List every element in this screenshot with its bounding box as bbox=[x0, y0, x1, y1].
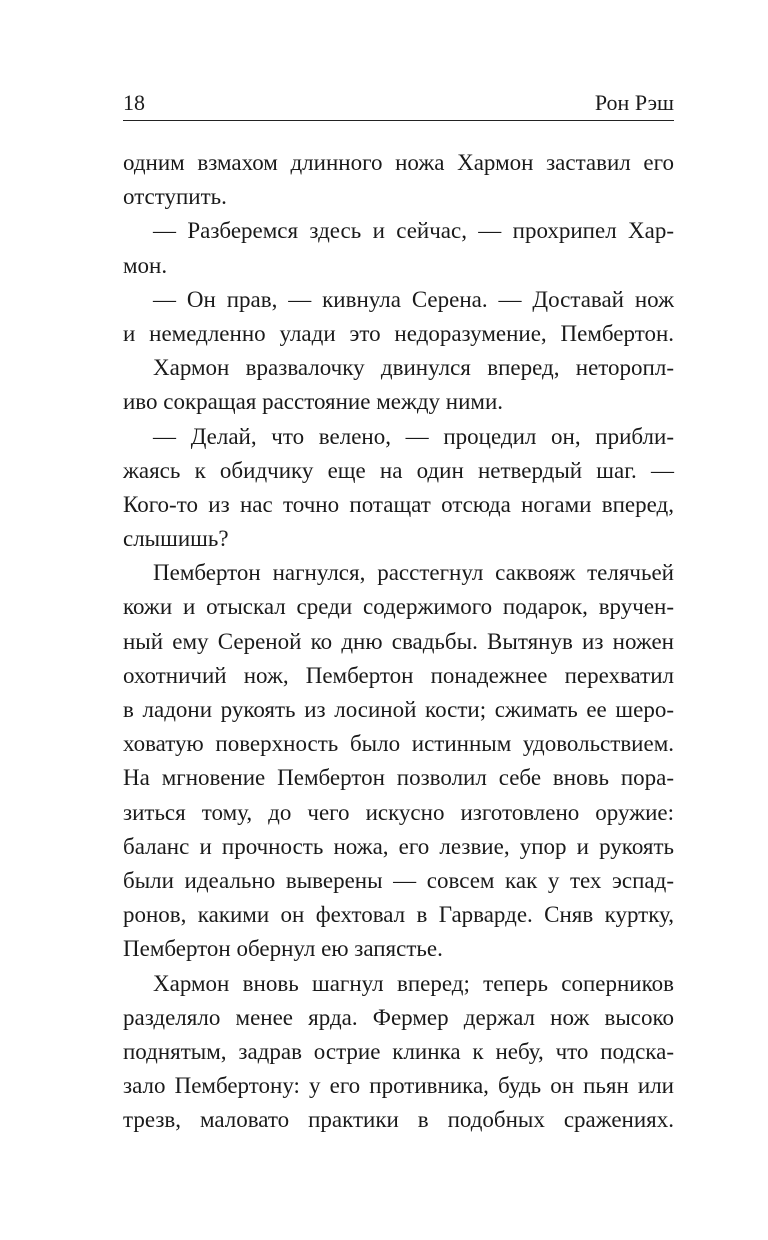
text-line: мон. bbox=[123, 252, 168, 278]
text-line: ный ему Сереной ко дню свадьбы. Вытянув из ножен bbox=[123, 628, 674, 654]
running-head-author: Рон Рэш bbox=[594, 90, 674, 115]
text-line: ховатую поверхность было истинным удовольствием. bbox=[123, 731, 674, 757]
text-line: — Разберемся здесь и сейчас, — прохрипел Хар- bbox=[153, 218, 674, 244]
text-line: — Делай, что велено, — процедил он, прибли- bbox=[153, 423, 674, 449]
text-line: Пембертон нагнулся, расстегнул саквояж телячьей bbox=[153, 560, 674, 586]
text-line: Хармон вновь шагнул вперед; теперь соперников bbox=[153, 970, 674, 996]
text-line: трезв, маловато практики в подобных сражениях. bbox=[123, 1107, 674, 1133]
text-line: ронов, какими он фехтовал в Гарварде. Сняв куртку, bbox=[123, 902, 674, 928]
text-line: слышишь? bbox=[123, 526, 229, 552]
text-line: были идеально выверены — совсем как у тех эспад- bbox=[123, 867, 674, 893]
text-line: поднятым, задрав острие клинка к небу, что подска- bbox=[123, 1038, 674, 1064]
text-line: жаясь к обидчику еще на один нетвердый шаг. — bbox=[123, 457, 674, 483]
text-line: кожи и отыскал среди содержимого подарок, вручен- bbox=[123, 594, 674, 620]
body-text bbox=[123, 146, 674, 1137]
text-line: зало Пембертону: у его противника, будь он пьян или bbox=[123, 1073, 674, 1099]
page-number: 18 bbox=[123, 90, 145, 115]
text-line: и немедленно улади это недоразумение, Пембертон. bbox=[123, 320, 674, 346]
text-line: Хармон вразвалочку двинулся вперед, неторопл- bbox=[153, 355, 674, 381]
text-line: — Он прав, — кивнула Серена. — Доставай нож bbox=[153, 286, 674, 312]
text-line: охотничий нож, Пембертон понадежнее перехватил bbox=[123, 662, 674, 688]
text-line: баланс и прочность ножа, его лезвие, упор и рукоять bbox=[123, 833, 674, 859]
text-line: иво сокращая расстояние между ними. bbox=[123, 389, 504, 415]
text-line: отступить. bbox=[123, 184, 227, 210]
running-head bbox=[123, 88, 674, 121]
text-line: одним взмахом длинного ножа Хармон заставил его bbox=[123, 150, 674, 175]
text-line: На мгновение Пембертон позволил себе вновь пора- bbox=[123, 765, 674, 791]
text-line: разделяло менее ярда. Фермер держал нож высоко bbox=[123, 1004, 674, 1030]
text-line: в ладони рукоять из лосиной кости; сжимать ее шеро- bbox=[123, 697, 674, 722]
text-line: Пембертон обернул ею запястье. bbox=[123, 936, 443, 962]
text-line: Кого-то из нас точно потащат отсюда ногами вперед, bbox=[123, 491, 674, 517]
text-line: зиться тому, до чего искусно изготовлено оружие: bbox=[123, 799, 674, 825]
